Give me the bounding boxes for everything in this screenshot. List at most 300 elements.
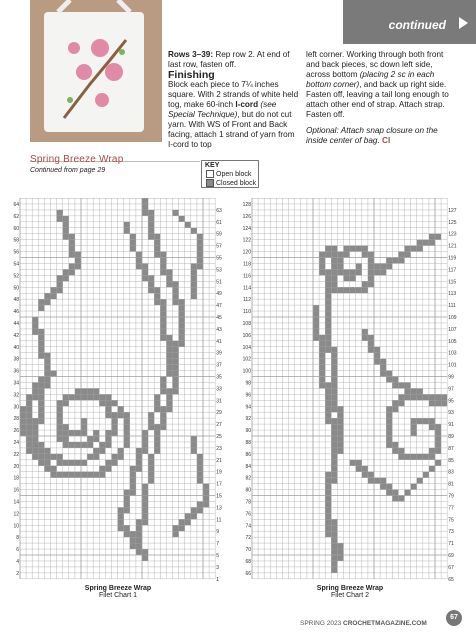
- row-label: 115: [448, 279, 457, 286]
- closed-block: [191, 269, 197, 275]
- closed-block: [130, 246, 136, 252]
- closed-block: [93, 454, 99, 460]
- closed-block: [38, 341, 44, 347]
- closed-block: [20, 424, 26, 430]
- closed-block: [136, 258, 142, 264]
- chart1-caption-sub: Filet Chart 1: [98, 592, 138, 599]
- closed-block: [325, 299, 331, 305]
- closed-block: [197, 454, 203, 460]
- closed-block: [197, 263, 203, 269]
- closed-block: [142, 555, 148, 561]
- closed-block: [411, 246, 417, 252]
- closed-block: [32, 317, 38, 323]
- closed-block: [38, 388, 44, 394]
- closed-block: [380, 263, 386, 269]
- closed-block: [386, 371, 392, 377]
- closed-block: [380, 365, 386, 371]
- closed-block: [32, 382, 38, 388]
- closed-block: [38, 394, 44, 400]
- closed-block: [344, 287, 350, 293]
- closed-block: [124, 442, 130, 448]
- closed-block: [325, 335, 331, 341]
- row-label: 118: [243, 261, 251, 268]
- closed-block: [148, 412, 154, 418]
- closed-block: [337, 412, 343, 418]
- closed-block: [63, 228, 69, 234]
- closed-block: [160, 299, 166, 305]
- closed-block: [130, 543, 136, 549]
- closed-block: [69, 430, 75, 436]
- row-label: 74: [245, 523, 251, 530]
- closed-block: [173, 353, 179, 359]
- closed-block: [118, 454, 124, 460]
- closed-block: [325, 525, 331, 531]
- row-label: 86: [245, 451, 251, 458]
- closed-block: [160, 252, 166, 258]
- row-label: 59: [216, 231, 222, 238]
- closed-block: [417, 394, 423, 400]
- closed-block: [331, 359, 337, 365]
- closed-block: [148, 234, 154, 240]
- closed-block: [325, 531, 331, 537]
- closed-block: [124, 228, 130, 234]
- closed-block: [63, 400, 69, 406]
- row-label: 72: [245, 535, 251, 542]
- closed-block: [136, 252, 142, 258]
- closed-block: [75, 258, 81, 264]
- closed-block: [374, 359, 380, 365]
- closed-block: [75, 252, 81, 258]
- closed-block: [69, 394, 75, 400]
- closed-block: [313, 323, 319, 329]
- closed-block: [148, 210, 154, 216]
- closed-block: [93, 448, 99, 454]
- closed-block: [417, 478, 423, 484]
- footer-season: SPRING 2023: [300, 620, 342, 627]
- closed-block: [179, 525, 185, 531]
- closed-block: [154, 400, 160, 406]
- closed-block: [331, 382, 337, 388]
- closed-block: [325, 388, 331, 394]
- closed-block: [429, 394, 435, 400]
- closed-block: [26, 442, 32, 448]
- closed-block: [148, 216, 154, 222]
- row-label: 36: [13, 368, 19, 375]
- closed-block: [319, 263, 325, 269]
- closed-block: [87, 472, 93, 478]
- closed-block: [191, 287, 197, 293]
- row-label: 98: [245, 380, 251, 387]
- closed-block: [405, 382, 411, 388]
- closed-block: [331, 531, 337, 537]
- closed-block: [331, 275, 337, 281]
- closed-block: [124, 525, 130, 531]
- closed-block: [112, 430, 118, 436]
- closed-block: [331, 436, 337, 442]
- row-label: 54: [13, 261, 19, 268]
- closed-block: [356, 466, 362, 472]
- row-label: 23: [216, 445, 222, 452]
- closed-block: [325, 341, 331, 347]
- closed-block: [38, 377, 44, 383]
- closed-block: [112, 460, 118, 466]
- closed-block: [331, 388, 337, 394]
- closed-block: [93, 430, 99, 436]
- closed-block: [331, 281, 337, 287]
- closed-block: [325, 490, 331, 496]
- row-label: 70: [245, 547, 251, 554]
- closed-block: [69, 460, 75, 466]
- closed-block: [136, 263, 142, 269]
- closed-block: [166, 388, 172, 394]
- closed-block: [331, 478, 337, 484]
- closed-block: [337, 287, 343, 293]
- closed-block: [81, 460, 87, 466]
- closed-block: [380, 371, 386, 377]
- chart2-caption: [290, 585, 410, 599]
- closed-block: [362, 252, 368, 258]
- closed-block: [38, 448, 44, 454]
- closed-block: [118, 513, 124, 519]
- closed-block: [38, 347, 44, 353]
- closed-block: [87, 436, 93, 442]
- closed-block: [331, 519, 337, 525]
- closed-block: [173, 388, 179, 394]
- row-label: 53: [216, 267, 222, 274]
- row-label: 8: [16, 535, 19, 542]
- closed-block: [136, 549, 142, 555]
- closed-block: [81, 388, 87, 394]
- closed-block: [148, 466, 154, 472]
- closed-block: [350, 269, 356, 275]
- closed-block: [81, 472, 87, 478]
- closed-block: [191, 293, 197, 299]
- closed-block: [325, 418, 331, 424]
- closed-block: [112, 454, 118, 460]
- row-label: 24: [13, 439, 19, 446]
- closed-block: [362, 246, 368, 252]
- row-label: 128: [242, 201, 251, 208]
- closed-block: [325, 478, 331, 484]
- closed-block: [331, 400, 337, 406]
- closed-block: [44, 454, 50, 460]
- closed-block: [362, 329, 368, 335]
- closed-block: [417, 240, 423, 246]
- closed-block: [386, 418, 392, 424]
- row-label: 114: [243, 285, 251, 292]
- closed-block: [350, 287, 356, 293]
- closed-block: [160, 305, 166, 311]
- closed-block: [154, 436, 160, 442]
- row-label: 88: [245, 439, 251, 446]
- closed-block: [185, 222, 191, 228]
- row-label: 60: [13, 225, 19, 232]
- closed-block: [32, 454, 38, 460]
- closed-block: [166, 371, 172, 377]
- row-label: 16: [13, 487, 19, 494]
- closed-block: [32, 424, 38, 430]
- row-label: 83: [448, 469, 454, 476]
- closed-block: [331, 365, 337, 371]
- closed-block: [57, 460, 63, 466]
- closed-block: [398, 400, 404, 406]
- col2-text-2: , and back up right side. Fasten off, leaving a tail long enough to attach other end of strap. Attach strap. Fasten off.: [306, 80, 449, 119]
- closed-block: [154, 406, 160, 412]
- closed-block: [124, 507, 130, 513]
- row-label: 108: [242, 320, 251, 327]
- closed-block: [160, 388, 166, 394]
- closed-block: [325, 275, 331, 281]
- closed-block: [405, 388, 411, 394]
- closed-block: [331, 442, 337, 448]
- closed-block: [417, 388, 423, 394]
- closed-block: [337, 442, 343, 448]
- closed-block: [331, 543, 337, 549]
- closed-block: [331, 287, 337, 293]
- closed-block: [81, 442, 87, 448]
- closed-block: [203, 501, 209, 507]
- closed-block: [44, 460, 50, 466]
- closed-block: [32, 323, 38, 329]
- closed-block: [166, 365, 172, 371]
- closed-block: [197, 501, 203, 507]
- row-label: 103: [448, 350, 457, 357]
- row-label: 112: [243, 297, 251, 304]
- closed-block: [44, 353, 50, 359]
- closed-block: [130, 240, 136, 246]
- closed-block: [405, 252, 411, 258]
- row-label: 81: [448, 481, 454, 488]
- closed-block: [203, 490, 209, 496]
- closed-block: [380, 359, 386, 365]
- closed-block: [423, 240, 429, 246]
- closed-block: [179, 216, 185, 222]
- closed-block: [142, 490, 148, 496]
- closed-block: [136, 543, 142, 549]
- closed-block: [148, 454, 154, 460]
- closed-block: [331, 424, 337, 430]
- footer-site: CROCHETMAGAZINE.COM: [343, 620, 427, 627]
- closed-block: [160, 317, 166, 323]
- closed-block: [417, 246, 423, 252]
- closed-block: [75, 394, 81, 400]
- filet-chart-2: [240, 198, 468, 582]
- closed-block: [350, 275, 356, 281]
- closed-block: [124, 418, 130, 424]
- continued-banner: [343, 0, 476, 44]
- closed-block: [429, 424, 435, 430]
- closed-block: [197, 478, 203, 484]
- closed-block: [325, 507, 331, 513]
- row-label: 62: [13, 213, 19, 220]
- closed-block: [81, 394, 87, 400]
- closed-block: [57, 430, 63, 436]
- closed-block: [130, 466, 136, 472]
- closed-block: [57, 400, 63, 406]
- closed-block: [99, 400, 105, 406]
- closed-block: [179, 299, 185, 305]
- closed-block: [173, 347, 179, 353]
- rows-text: Rep row 2. At end of last row, fasten off.: [168, 50, 290, 69]
- closed-block: [142, 501, 148, 507]
- closed-block: [398, 252, 404, 258]
- closed-block: [166, 347, 172, 353]
- bag-photo: [30, 0, 162, 142]
- closed-block: [386, 263, 392, 269]
- closed-block: [191, 281, 197, 287]
- closed-block: [197, 472, 203, 478]
- closed-block: [398, 454, 404, 460]
- closed-block: [130, 537, 136, 543]
- closed-block: [87, 388, 93, 394]
- closed-block: [32, 394, 38, 400]
- closed-block: [173, 210, 179, 216]
- closed-block: [142, 549, 148, 555]
- row-label: 43: [216, 326, 222, 333]
- row-label: 87: [448, 445, 454, 452]
- closed-block: [69, 246, 75, 252]
- closed-block: [173, 281, 179, 287]
- closed-block: [26, 406, 32, 412]
- row-label: 37: [216, 362, 222, 369]
- closed-block: [344, 246, 350, 252]
- closed-block: [166, 406, 172, 412]
- row-label: 78: [245, 499, 251, 506]
- row-label: 100: [242, 368, 251, 375]
- closed-block: [435, 436, 441, 442]
- closed-block: [331, 561, 337, 567]
- closed-block: [380, 484, 386, 490]
- closed-block: [32, 388, 38, 394]
- closed-block: [160, 323, 166, 329]
- chart2-caption-title: Spring Breeze Wrap: [316, 585, 384, 592]
- closed-block: [191, 448, 197, 454]
- closed-block: [179, 305, 185, 311]
- closed-block: [63, 234, 69, 240]
- closed-block: [337, 418, 343, 424]
- row-label: 123: [448, 231, 457, 238]
- closed-block: [136, 537, 142, 543]
- closed-block: [118, 412, 124, 418]
- closed-block: [173, 371, 179, 377]
- row-label: 21: [216, 457, 222, 464]
- closed-block: [142, 263, 148, 269]
- closed-block: [356, 287, 362, 293]
- closed-block: [38, 335, 44, 341]
- row-label: 11: [216, 517, 222, 524]
- closed-block: [331, 525, 337, 531]
- closed-block: [331, 394, 337, 400]
- closed-block: [26, 436, 32, 442]
- closed-block: [63, 436, 69, 442]
- closed-block: [75, 442, 81, 448]
- optional-note: Optional: Attach snap closure on the inside center of bag.: [306, 126, 438, 145]
- row-label: 35: [216, 374, 222, 381]
- closed-block: [331, 377, 337, 383]
- closed-block: [99, 472, 105, 478]
- closed-block: [337, 263, 343, 269]
- closed-block: [392, 448, 398, 454]
- closed-block: [142, 198, 148, 204]
- closed-block: [179, 329, 185, 335]
- closed-block: [319, 377, 325, 383]
- closed-block: [130, 531, 136, 537]
- closed-block: [325, 287, 331, 293]
- closed-block: [118, 406, 124, 412]
- closed-block: [136, 531, 142, 537]
- closed-block: [105, 412, 111, 418]
- closed-block: [331, 353, 337, 359]
- closed-block: [173, 341, 179, 347]
- row-label: 67: [448, 564, 454, 571]
- closed-block: [173, 382, 179, 388]
- closed-block: [173, 299, 179, 305]
- closed-block: [386, 406, 392, 412]
- closed-block: [325, 513, 331, 519]
- row-label: 125: [448, 219, 457, 226]
- closed-block: [368, 335, 374, 341]
- closed-block: [105, 436, 111, 442]
- closed-block: [191, 442, 197, 448]
- closed-block: [325, 406, 331, 412]
- closed-block: [118, 448, 124, 454]
- closed-block: [313, 311, 319, 317]
- closed-block: [173, 293, 179, 299]
- closed-block: [148, 424, 154, 430]
- closed-block: [63, 275, 69, 281]
- row-label: 10: [13, 523, 19, 530]
- closed-block: [124, 531, 130, 537]
- row-label: 31: [216, 398, 222, 405]
- closed-block: [325, 472, 331, 478]
- closed-block: [99, 448, 105, 454]
- closed-block: [87, 454, 93, 460]
- closed-block: [81, 430, 87, 436]
- closed-block: [331, 246, 337, 252]
- closed-block: [331, 263, 337, 269]
- closed-block: [374, 263, 380, 269]
- closed-block: [63, 394, 69, 400]
- closed-block: [319, 269, 325, 275]
- closed-block: [160, 269, 166, 275]
- closed-block: [166, 269, 172, 275]
- closed-block: [325, 293, 331, 299]
- closed-block: [124, 412, 130, 418]
- closed-block: [411, 430, 417, 436]
- row-label: 48: [13, 297, 19, 304]
- finishing-heading: Finishing: [168, 69, 215, 81]
- row-label: 120: [242, 249, 251, 256]
- closed-block: [160, 311, 166, 317]
- closed-block: [411, 484, 417, 490]
- row-label: 105: [448, 338, 457, 345]
- closed-block: [57, 454, 63, 460]
- row-label: 13: [216, 505, 222, 512]
- closed-block: [38, 305, 44, 311]
- closed-block: [386, 436, 392, 442]
- closed-block: [441, 394, 447, 400]
- row-label: 56: [13, 249, 19, 256]
- closed-block: [112, 412, 118, 418]
- row-label: 106: [242, 332, 251, 339]
- closed-block: [325, 269, 331, 275]
- closed-block: [148, 418, 154, 424]
- page-number: 67: [446, 610, 462, 626]
- closed-block: [411, 394, 417, 400]
- closed-block: [179, 317, 185, 323]
- closed-block: [26, 394, 32, 400]
- row-label: 61: [216, 219, 222, 226]
